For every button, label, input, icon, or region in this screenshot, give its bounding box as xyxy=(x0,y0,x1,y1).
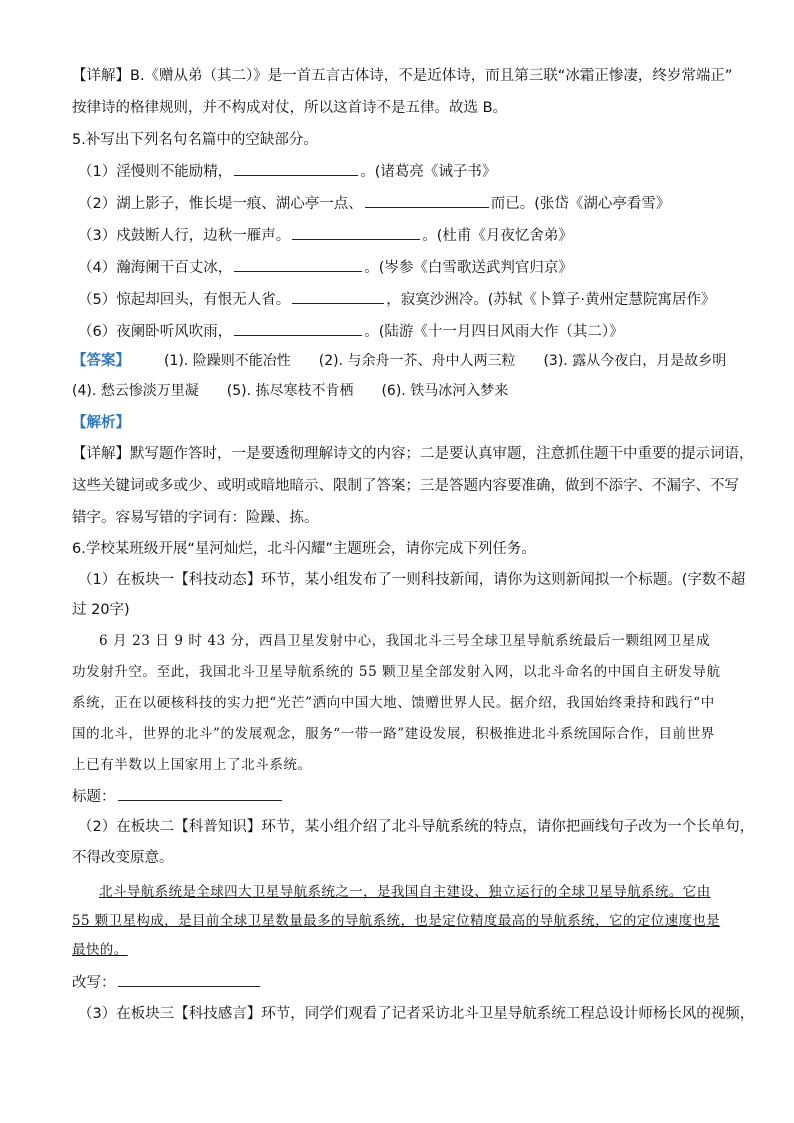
q6-task1-line2: 过 20字) xyxy=(72,602,130,618)
q5-item-3-source: 。(杜甫《月夜忆舍弟》 xyxy=(422,228,573,244)
q6-task2-line2: 不得改变原意。 xyxy=(72,850,174,866)
answer-5: (5). 拣尽寒枝不肯栖 xyxy=(226,383,354,399)
q5-item-1-blank[interactable] xyxy=(234,161,358,176)
q5-item-6-blank[interactable] xyxy=(234,321,362,336)
q5-detail-line1: 【详解】默写题作答时，一是要透彻理解诗文的内容；二是要认真审题，注意抓住题干中重要的提示词语， xyxy=(72,446,754,462)
detail-b-line1: 【详解】B.《赠从弟（其二）》是一首五言古体诗，不是近体诗，而且第三联“冰霜正惨凄，终岁常端正” xyxy=(72,68,733,84)
q5-item-4 xyxy=(78,257,573,278)
q5-item-5-text: （5）惊起却回头，有恨无人省。 xyxy=(78,292,291,308)
q5-item-5-blank[interactable] xyxy=(292,289,384,304)
rewrite-blank[interactable] xyxy=(118,972,260,987)
q5-item-1-source: 。(诸葛亮《诫子书》 xyxy=(360,164,497,180)
q5-item-6 xyxy=(78,321,624,342)
q5-detail-line2: 这些关键词或多或少、或明或暗地暗示、限制了答案；三是答题内容要准确，做到不添字、不漏字、不写 xyxy=(72,478,739,494)
answer-4: (4). 愁云惨淡万里凝 xyxy=(72,383,199,399)
answer-6: (6). 铁马冰河入梦来 xyxy=(381,383,509,399)
q5-item-3 xyxy=(78,225,573,246)
q5-item-5 xyxy=(78,289,716,310)
answer-row-2 xyxy=(72,381,536,401)
q6-task2-line1: （2）在板块二【科普知识】环节，某小组介绍了北斗导航系统的特点，请你把画线句子改为一个长单句， xyxy=(78,819,755,835)
q5-item-3-text: （3）戍鼓断人行，边秋一雁声。 xyxy=(78,228,291,244)
q6-task1-line1: （1）在板块一【科技动态】环节，某小组发布了一则科技新闻，请你为这则新闻拟一个标题。(字数不超 xyxy=(78,572,746,588)
q5-item-5-source: (苏轼《卜算子·黄州定慧院寓居作》 xyxy=(487,292,716,308)
q5-item-4-text: （4）瀚海阑干百丈冰， xyxy=(78,260,233,276)
q5-item-3-blank[interactable] xyxy=(292,225,420,240)
detail-b-line2: 按律诗的格律规则，并不构成对仗，所以这首诗不是五律。故选 B。 xyxy=(72,100,508,116)
q6-task3-line1: （3）在板块三【科技感言】环节，同学们观看了记者采访北斗卫星导航系统工程总设计师杨长风的视频， xyxy=(78,1006,755,1022)
underlined-passage: 北斗导航系统是全球四大卫星导航系统之一，是我国自主建设、独立运行的全球卫星导航系统。它由 55 颗卫星构成，是目前全球卫星数量最多的导航系统，也是定位精度最高的导航系统，它的定位速度也是最快的。 xyxy=(72,884,721,958)
q5-item-2-blank[interactable] xyxy=(365,193,489,208)
question-6-title: 6.学校某班级开展“星河灿烂，北斗闪耀”主题班会，请你完成下列任务。 xyxy=(72,541,536,557)
analysis-tag: 【解析】 xyxy=(72,415,130,431)
answer-1: (1). 险躁则不能冶性 xyxy=(164,353,291,369)
q5-item-1 xyxy=(78,161,496,182)
answer-3: (3). 露从今夜白，月是故乡明 xyxy=(543,353,727,369)
rewrite-row xyxy=(72,972,262,993)
title-answer-row xyxy=(72,786,284,807)
title-blank[interactable] xyxy=(118,786,282,801)
question-5-title: 5.补写出下列名句名篇中的空缺部分。 xyxy=(72,132,318,148)
q5-item-5-mid: ，寂寞沙洲冷。 xyxy=(386,292,488,308)
news-paragraph: 6 月 23 日 9 时 43 分，西昌卫星发射中心，我国北斗三号全球卫星导航系统最后一颗组网卫星成功发射升空。至此，我国北斗卫星导航系统的 55 颗卫星全部发射入网，以北斗命名的中国自主研发导航系统，正在以硬核科技的实力把“光芒”洒向中国大地、馈赠世界人民。据介绍，我国始终秉持和践行“中国的北斗，世界的北斗”的发展观念，服务“一带一路”建设发展，积极推进北斗系统国际合作，目前世界上已有半数以上国家用上了北斗系统。 xyxy=(72,633,721,773)
q5-item-2-text: （2）湖上影子，惟长堤一痕、湖心亭一点、 xyxy=(78,196,363,212)
q5-item-4-blank[interactable] xyxy=(234,257,362,272)
rewrite-label: 改写： xyxy=(72,975,116,991)
answer-2: (2). 与余舟一芥、舟中人两三粒 xyxy=(318,353,516,369)
analysis-label xyxy=(72,413,130,433)
q5-item-4-source: 。(岑参《白雪歌送武判官归京》 xyxy=(364,260,573,276)
q5-item-6-text: （6）夜阑卧听风吹雨， xyxy=(78,324,233,340)
title-label: 标题： xyxy=(72,789,116,805)
q5-item-1-text: （1）淫慢则不能励精， xyxy=(78,164,233,180)
answer-row-1 xyxy=(72,351,726,371)
q5-item-6-source: 。(陆游《十一月四日风雨大作（其二）》 xyxy=(364,324,624,340)
q5-item-2 xyxy=(78,193,670,214)
answer-label: 【答案】 xyxy=(72,353,130,369)
q5-detail-line3: 错字。容易写错的字词有：险躁、拣。 xyxy=(72,510,319,526)
q5-item-2-source: 而已。(张岱《湖心亭看雪》 xyxy=(490,196,671,212)
